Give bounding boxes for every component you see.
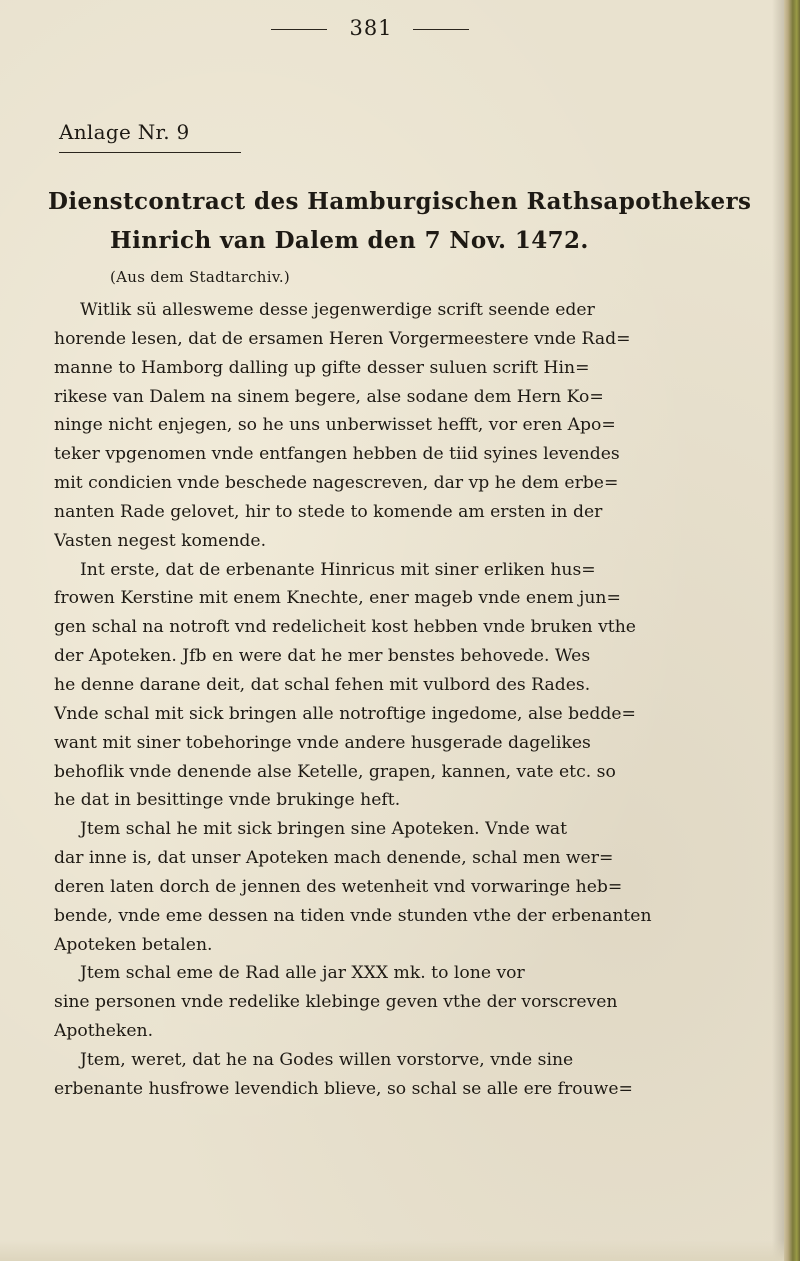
text-line: rikese van Dalem na sinem begere, alse sodane dem Hern Ko= [54, 386, 604, 407]
text-line: behoflik vnde denende alse Ketelle, grapen, kannen, vate etc. so [54, 761, 616, 782]
text-line: sine personen vnde redelike klebinge geven vthe der vorscreven [54, 992, 618, 1013]
paragraph-4 [54, 959, 766, 1046]
text-line: horende lesen, dat de ersamen Heren Vorgermeestere vnde Rad= [54, 328, 631, 349]
paragraph-1 [54, 296, 766, 556]
text-line: manne to Hamborg dalling up gifte desser suluen scrift Hin= [54, 357, 590, 378]
document-title-line-1: Dienstcontract des Hamburgischen Rathsapothekers [48, 188, 752, 215]
text-line: Jtem, weret, dat he na Godes willen vorstorve, vnde sine [80, 1049, 574, 1070]
page-bottom-shade [0, 1240, 784, 1261]
paragraph-2 [54, 556, 766, 816]
text-line: Int erste, dat de erbenante Hinricus mit siner erliken hus= [80, 559, 596, 580]
text-line: Vnde schal mit sick bringen alle notroftige ingedome, alse bedde= [54, 703, 636, 724]
text-line: bende, vnde eme dessen na tiden vnde stunden vthe der erbenanten [54, 905, 652, 926]
page-gutter-shadow [772, 0, 784, 1261]
text-line: Apoteken betalen. [54, 934, 213, 955]
header-rule-right [413, 29, 469, 30]
text-line: he denne darane deit, dat schal fehen mit vulbord des Rades. [54, 674, 591, 695]
page-number: 381 [349, 16, 393, 40]
text-line: frowen Kerstine mit enem Knechte, ener mageb vnde enem jun= [54, 588, 621, 609]
text-line: ninge nicht enjegen, so he uns unberwisset hefft, vor eren Apo= [54, 415, 616, 436]
paragraph-3 [54, 815, 766, 959]
paragraph-5 [54, 1046, 766, 1104]
header-rule-left [271, 29, 327, 30]
annex-underline [59, 152, 241, 153]
text-line: mit condicien vnde beschede nagescreven, dar vp he dem erbe= [54, 473, 619, 494]
document-body [54, 296, 766, 1104]
text-line: deren laten dorch de jennen des wetenheit vnd vorwaringe heb= [54, 876, 623, 897]
text-line: want mit siner tobehoringe vnde andere husgerade dagelikes [54, 732, 591, 753]
text-line: gen schal na notroft vnd redelicheit kost hebben vnde bruken vthe [54, 617, 636, 638]
document-title-line-2: Hinrich van Dalem den 7 Nov. 1472. [110, 227, 589, 254]
page-header [0, 6, 784, 46]
text-line: der Apoteken. Jfb en were dat he mer benstes behovede. Wes [54, 646, 591, 667]
book-edge [784, 0, 800, 1261]
text-line: nanten Rade gelovet, hir to stede to komende am ersten in der [54, 501, 603, 522]
source-note: (Aus dem Stadtarchiv.) [110, 268, 291, 286]
text-line: teker vpgenomen vnde entfangen hebben de tiid syines levendes [54, 444, 620, 465]
text-line: erbenante husfrowe levendich blieve, so schal se alle ere frouwe= [54, 1078, 633, 1099]
text-line: Apotheken. [54, 1021, 154, 1042]
annex-label: Anlage Nr. 9 [59, 120, 190, 144]
text-line: dar inne is, dat unser Apoteken mach denende, schal men wer= [54, 848, 614, 869]
text-line: he dat in besittinge vnde brukinge heft. [54, 790, 401, 811]
text-line: Witlik sü allesweme desse jegenwerdige scrift seende eder [80, 300, 595, 320]
text-line: Jtem schal he mit sick bringen sine Apoteken. Vnde wat [80, 819, 568, 840]
text-line: Jtem schal eme de Rad alle jar XXX mk. to lone vor [80, 963, 525, 984]
text-line: Vasten negest komende. [54, 530, 267, 551]
